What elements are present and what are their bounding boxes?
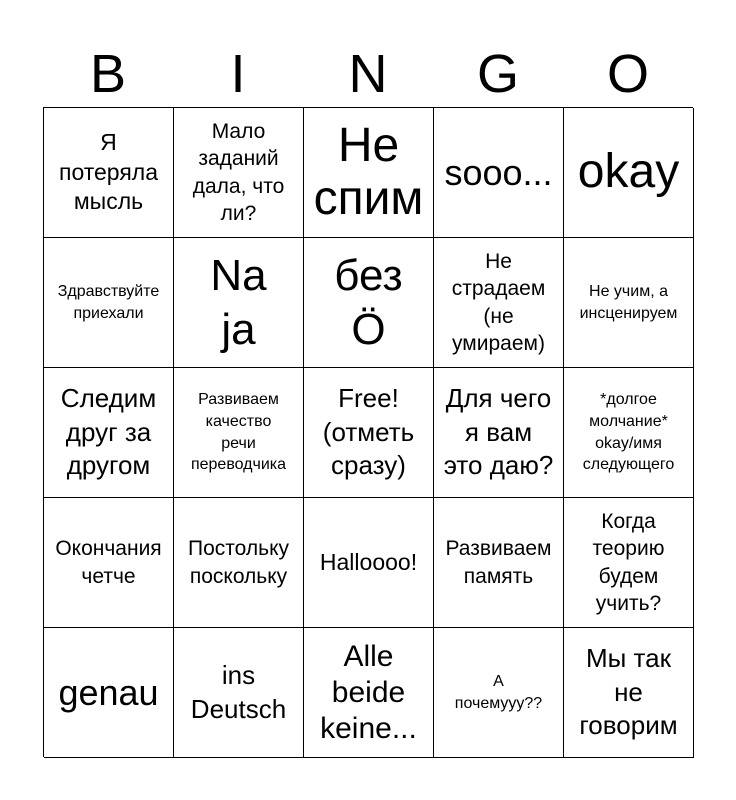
cell-text: Развиваем память — [445, 537, 552, 588]
cell-text: Не учим, а инсценируем — [579, 282, 678, 322]
cell-text: Не спим — [313, 118, 424, 225]
bingo-cell-r2c3[interactable] — [304, 238, 434, 368]
bingo-cell-r2c4[interactable] — [434, 238, 564, 368]
bingo-cell-r1c1[interactable] — [44, 108, 174, 238]
bingo-cell-r1c5[interactable] — [564, 108, 694, 238]
bingo-header — [43, 40, 693, 108]
bingo-cell-r4c2[interactable] — [174, 498, 304, 628]
bingo-cell-r2c2[interactable] — [174, 238, 304, 368]
bingo-cell-r2c5[interactable] — [564, 238, 694, 368]
cell-text: Free! (отметь сразу) — [322, 382, 415, 481]
cell-text: *долгое молчание* okay/имя следующего — [582, 391, 675, 474]
cell-text: Не страдаем (не умираем) — [451, 249, 546, 355]
bingo-cell-r3c5[interactable] — [564, 368, 694, 498]
cell-text: Мало заданий дала, что ли? — [192, 119, 285, 225]
bingo-cell-r4c4[interactable] — [434, 498, 564, 628]
cell-text: ins Deutsch — [190, 659, 287, 724]
cell-text: Постольку поскольку — [188, 537, 289, 588]
bingo-cell-r5c4[interactable] — [434, 628, 564, 758]
cell-text: Следим друг за другом — [60, 382, 157, 481]
cell-text: Когда теорию будем учить? — [592, 509, 665, 615]
cell-text: sooo... — [444, 151, 553, 193]
bingo-cell-r4c3[interactable] — [304, 498, 434, 628]
header-letter-n: N — [348, 44, 388, 104]
bingo-cell-r3c2[interactable] — [174, 368, 304, 498]
bingo-cell-r3c4[interactable] — [434, 368, 564, 498]
cell-text: Alle beide keine... — [320, 639, 417, 745]
cell-text: Na ja — [210, 250, 267, 354]
header-letter-g: G — [476, 44, 519, 104]
bingo-cell-r5c2[interactable] — [174, 628, 304, 758]
header-letter-i: I — [230, 44, 246, 104]
bingo-cell-r1c3[interactable] — [304, 108, 434, 238]
cell-text: Окончания четче — [55, 537, 162, 588]
bingo-cell-r5c3[interactable] — [304, 628, 434, 758]
bingo-cell-r5c1[interactable] — [44, 628, 174, 758]
bingo-cell-r4c1[interactable] — [44, 498, 174, 628]
cell-text: genau — [58, 671, 159, 713]
cell-text: Halloooo! — [319, 548, 418, 575]
bingo-cell-r5c5[interactable] — [564, 628, 694, 758]
cell-text: Мы так не говорим — [579, 642, 678, 741]
bingo-cell-r2c1[interactable] — [44, 238, 174, 368]
bingo-cell-r3c3-free[interactable] — [304, 368, 434, 498]
bingo-cell-r1c2[interactable] — [174, 108, 304, 238]
bingo-board — [43, 107, 693, 757]
bingo-cell-r3c1[interactable] — [44, 368, 174, 498]
header-letter-o: O — [606, 44, 649, 104]
cell-text: без Ö — [334, 250, 403, 354]
bingo-cell-r4c5[interactable] — [564, 498, 694, 628]
cell-text: А почемууу?? — [454, 672, 543, 712]
bingo-cell-r1c4[interactable] — [434, 108, 564, 238]
cell-text: Развиваем качество речи переводчика — [190, 391, 287, 474]
cell-text: okay — [577, 145, 680, 199]
cell-text: Я потеряла мысль — [58, 128, 158, 215]
cell-text: Для чего я вам это даю? — [443, 382, 554, 481]
header-letter-b: B — [89, 44, 127, 104]
cell-text: Здравствуйте приехали — [57, 282, 160, 322]
